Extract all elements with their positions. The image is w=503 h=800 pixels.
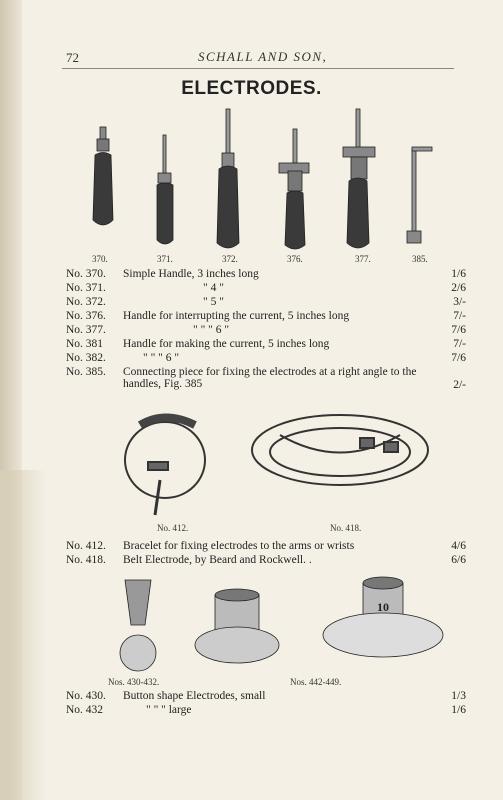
list-item: No. 376. Handle for interrupting the current, 5 inches long 7/- [66, 310, 466, 322]
caption-371: 371. [157, 254, 173, 264]
list-item: No. 370. Simple Handle, 3 inches long 1/6 [66, 268, 466, 280]
caption-372: 372. [222, 254, 238, 264]
list-item: No. 372. " 5 " 3/- [66, 296, 466, 308]
list-item: No. 377. " " " 6 " 7/6 [66, 324, 466, 336]
caption-377: 377. [355, 254, 371, 264]
header-rule [62, 68, 454, 69]
list-item: No. 382. " " " 6 " 7/6 [66, 352, 466, 364]
list-item: No. 412. Bracelet for fixing electrodes to the arms or wrists 4/6 [66, 540, 466, 552]
section-title: ELECTRODES. [181, 78, 322, 99]
caption-385: 385. [412, 254, 428, 264]
caption-376: 376. [287, 254, 303, 264]
handles-illustration [85, 105, 445, 255]
running-title: SCHALL AND SON, [198, 49, 328, 64]
page-stain [0, 470, 46, 800]
list-item: No. 432 " " " large 1/6 [66, 704, 466, 716]
list-item: No. 418. Belt Electrode, by Beard and Rockwell. . 6/6 [66, 554, 466, 566]
knob-label: 10 [377, 600, 389, 614]
bracelet-belt-illustration [120, 400, 440, 520]
list-item: No. 430. Button shape Electrodes, small 1/3 [66, 690, 466, 702]
caption-442-449: Nos. 442-449. [290, 677, 342, 687]
caption-370: 370. [92, 254, 108, 264]
button-electrodes-illustration [105, 575, 445, 675]
page-number: 72 [66, 50, 79, 65]
caption-418: No. 418. [330, 523, 362, 533]
caption-412: No. 412. [157, 523, 189, 533]
list-item: No. 385. Connecting piece for fixing the electrodes at a right angle to the handles, Fig. 385 2/- [66, 366, 466, 391]
list-item: No. 371. " 4 " 2/6 [66, 282, 466, 294]
list-item: No. 381 Handle for making the current, 5 inches long 7/- [66, 338, 466, 350]
caption-430-432: Nos. 430-432. [108, 677, 160, 687]
